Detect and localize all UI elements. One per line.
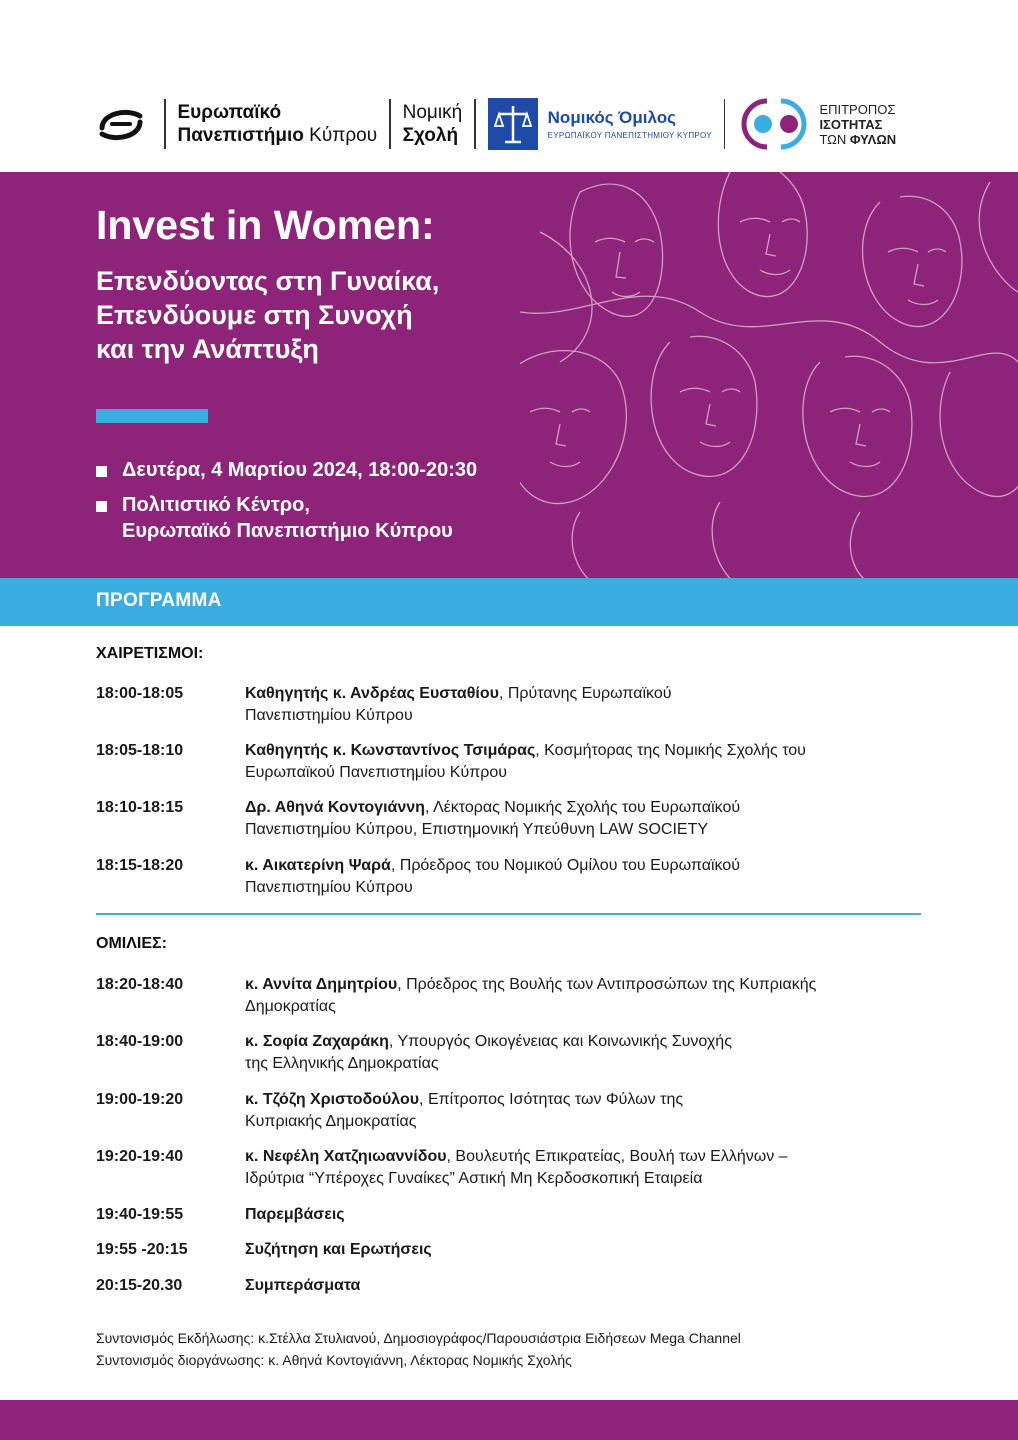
row-time: 20:15-20.30 — [96, 1277, 183, 1294]
speaker-role: , Πρόεδρος του Νομικού Ομίλου του Ευρωπαϊκού — [390, 857, 740, 874]
bullet-square-icon — [96, 501, 107, 512]
university-line1: Ευρωπαϊκό — [177, 102, 282, 123]
speaker-name: Δρ. Αθηνά Κοντογιάννη — [245, 799, 425, 816]
schedule-row — [96, 974, 926, 1018]
university-line2-bold: Πανεπιστήμιο — [177, 125, 304, 146]
program-header — [0, 578, 1018, 626]
subtitle-line-3: και την Ανάπτυξη — [96, 334, 319, 364]
greetings-heading: ΧΑΙΡΕΤΙΣΜΟΙ: — [96, 645, 204, 662]
event-title: Invest in Women: — [96, 202, 435, 248]
credits-line-2: Συντονισμός διοργάνωσης: κ. Αθηνά Κοντογιάννη, Λέκτορας Νομικής Σχολής — [96, 1352, 572, 1368]
venue-line-2: Ευρωπαϊκό Πανεπιστήμιο Κύπρου — [122, 520, 453, 542]
speaker-name: κ. Αννίτα Δημητρίου — [245, 976, 398, 993]
gender-equality-logo-icon — [737, 95, 811, 153]
society-subtitle: ΕΥΡΩΠΑΪΚΟΥ ΠΑΝΕΠΙΣΤΗΜΙΟΥ ΚΥΠΡΟΥ — [547, 131, 712, 140]
logo-divider — [164, 99, 166, 149]
row-time: 18:00-18:05 — [96, 685, 184, 702]
session-label: Συζήτηση και Ερωτήσεις — [245, 1241, 432, 1258]
schedule-row — [96, 1275, 926, 1297]
schedule-row — [96, 740, 926, 784]
law-society-name — [548, 108, 712, 140]
footer-bar — [0, 1400, 1018, 1440]
session-label: Συμπεράσματα — [245, 1277, 361, 1294]
schedule-row — [96, 1146, 926, 1190]
logo-row — [96, 92, 896, 156]
speaker-role: , Πρόεδρος της Βουλής των Αντιπροσώπων της Κυπριακής — [397, 976, 817, 993]
speaker-role-cont: Ιδρύτρια “Υπέροχες Γυναίκες” Αστική Μη Κερδοσκοπική Εταιρεία — [245, 1170, 703, 1187]
equality-line1: ΕΠΙΤΡΟΠΟΣ — [819, 101, 896, 117]
row-time: 19:00-19:20 — [96, 1091, 184, 1108]
speaker-name: Καθηγητής κ. Ανδρέας Ευσταθίου — [245, 685, 499, 702]
logo-divider — [724, 99, 726, 149]
speaker-role: , Επίτροπος Ισότητας των Φύλων της — [419, 1091, 684, 1108]
session-label: Παρεμβάσεις — [245, 1206, 345, 1223]
speaker-role: , Βουλευτής Επικρατείας, Βουλή των Ελλήνων – — [446, 1148, 788, 1165]
equality-line3a: ΤΩΝ — [819, 131, 850, 147]
law-line1: Νομική — [402, 102, 463, 123]
venue-line-1: Πολιτιστικό Κέντρο, — [122, 494, 310, 516]
subtitle-line-1: Επενδύοντας στη Γυναίκα, — [96, 266, 440, 296]
society-title: Νομικός Όμιλος — [547, 108, 676, 127]
program-label: ΠΡΟΓΡΑΜΜΑ — [96, 590, 222, 611]
accent-bar — [96, 409, 208, 423]
schedule-row — [96, 855, 926, 899]
line-art-faces-illustration — [520, 172, 1018, 578]
schedule-row — [96, 1239, 926, 1261]
speaker-role-cont: Δημοκρατίας — [245, 998, 336, 1015]
row-time: 18:05-18:10 — [96, 742, 184, 759]
speaker-role-cont: Κυπριακής Δημοκρατίας — [245, 1113, 417, 1130]
row-time: 19:20-19:40 — [96, 1148, 184, 1165]
schedule-row — [96, 797, 926, 841]
speaker-role-cont: Πανεπιστημίου Κύπρου, Επιστημονική Υπεύθυνη LAW SOCIETY — [245, 821, 709, 838]
speeches-heading: ΟΜΙΛΙΕΣ: — [96, 935, 167, 952]
speaker-name: κ. Νεφέλη Χατζηιωαννίδου — [245, 1148, 447, 1165]
speaker-role: , Υπουργός Οικογένειας και Κοινωνικής Συνοχής — [388, 1033, 732, 1050]
scales-of-justice-icon — [488, 98, 538, 150]
speaker-role-cont: Ευρωπαϊκού Πανεπιστημίου Κύπρου — [245, 764, 508, 781]
speaker-role-cont: Πανεπιστημίου Κύπρου — [245, 707, 413, 724]
row-time: 18:15-18:20 — [96, 857, 184, 874]
speaker-role-cont: Πανεπιστημίου Κύπρου — [245, 879, 413, 896]
section-divider — [96, 913, 921, 915]
law-line2: Σχολή — [402, 125, 459, 146]
event-venue — [96, 492, 453, 544]
subtitle-line-2: Επενδύουμε στη Συνοχή — [96, 300, 413, 330]
law-school-name — [403, 101, 463, 147]
speaker-role-cont: της Ελληνικής Δημοκρατίας — [245, 1055, 439, 1072]
credits-line-1: Συντονισμός Εκδήλωσης: κ.Στέλλα Στυλιανού, Δημοσιογράφος/Παρουσιάστρια Ειδήσεων Mega Channel — [96, 1330, 741, 1346]
speaker-name: κ. Αικατερίνη Ψαρά — [245, 857, 391, 874]
event-date — [96, 457, 477, 483]
speaker-name: κ. Τζόζη Χριστοδούλου — [245, 1091, 420, 1108]
schedule-row — [96, 1204, 926, 1226]
row-time: 18:10-18:15 — [96, 799, 184, 816]
event-date-text: Δευτέρα, 4 Μαρτίου 2024, 18:00-20:30 — [122, 459, 478, 481]
speaker-role: , Πρύτανης Ευρωπαϊκού — [498, 685, 672, 702]
row-time: 19:55 -20:15 — [96, 1241, 188, 1258]
schedule-row — [96, 1031, 926, 1075]
speaker-role: , Λέκτορας Νομικής Σχολής του Ευρωπαϊκού — [424, 799, 741, 816]
logo-divider — [474, 99, 476, 149]
speaker-name: κ. Σοφία Ζαχαράκη — [245, 1033, 389, 1050]
schedule-row — [96, 1089, 926, 1133]
event-subtitle — [96, 264, 439, 366]
university-logo-icon — [96, 104, 146, 144]
row-time: 18:40-19:00 — [96, 1033, 184, 1050]
header-logos — [0, 0, 1018, 172]
speaker-role: , Κοσμήτορας της Νομικής Σχολής του — [535, 742, 806, 759]
bullet-square-icon — [96, 466, 107, 477]
equality-line2: ΙΣΟΤΗΤΑΣ — [819, 116, 883, 132]
row-time: 19:40-19:55 — [96, 1206, 184, 1223]
schedule-row — [96, 683, 926, 727]
row-time: 18:20-18:40 — [96, 976, 184, 993]
university-name — [178, 101, 378, 147]
hero-banner — [0, 172, 1018, 578]
speaker-name: Καθηγητής κ. Κωνσταντίνος Τσιμάρας — [245, 742, 536, 759]
university-line2-rest: Κύπρου — [303, 125, 378, 146]
credits — [96, 1327, 741, 1371]
logo-divider — [389, 99, 391, 149]
equality-line3b: ΦΥΛΩΝ — [849, 131, 897, 147]
equality-commissioner-name — [819, 102, 896, 147]
